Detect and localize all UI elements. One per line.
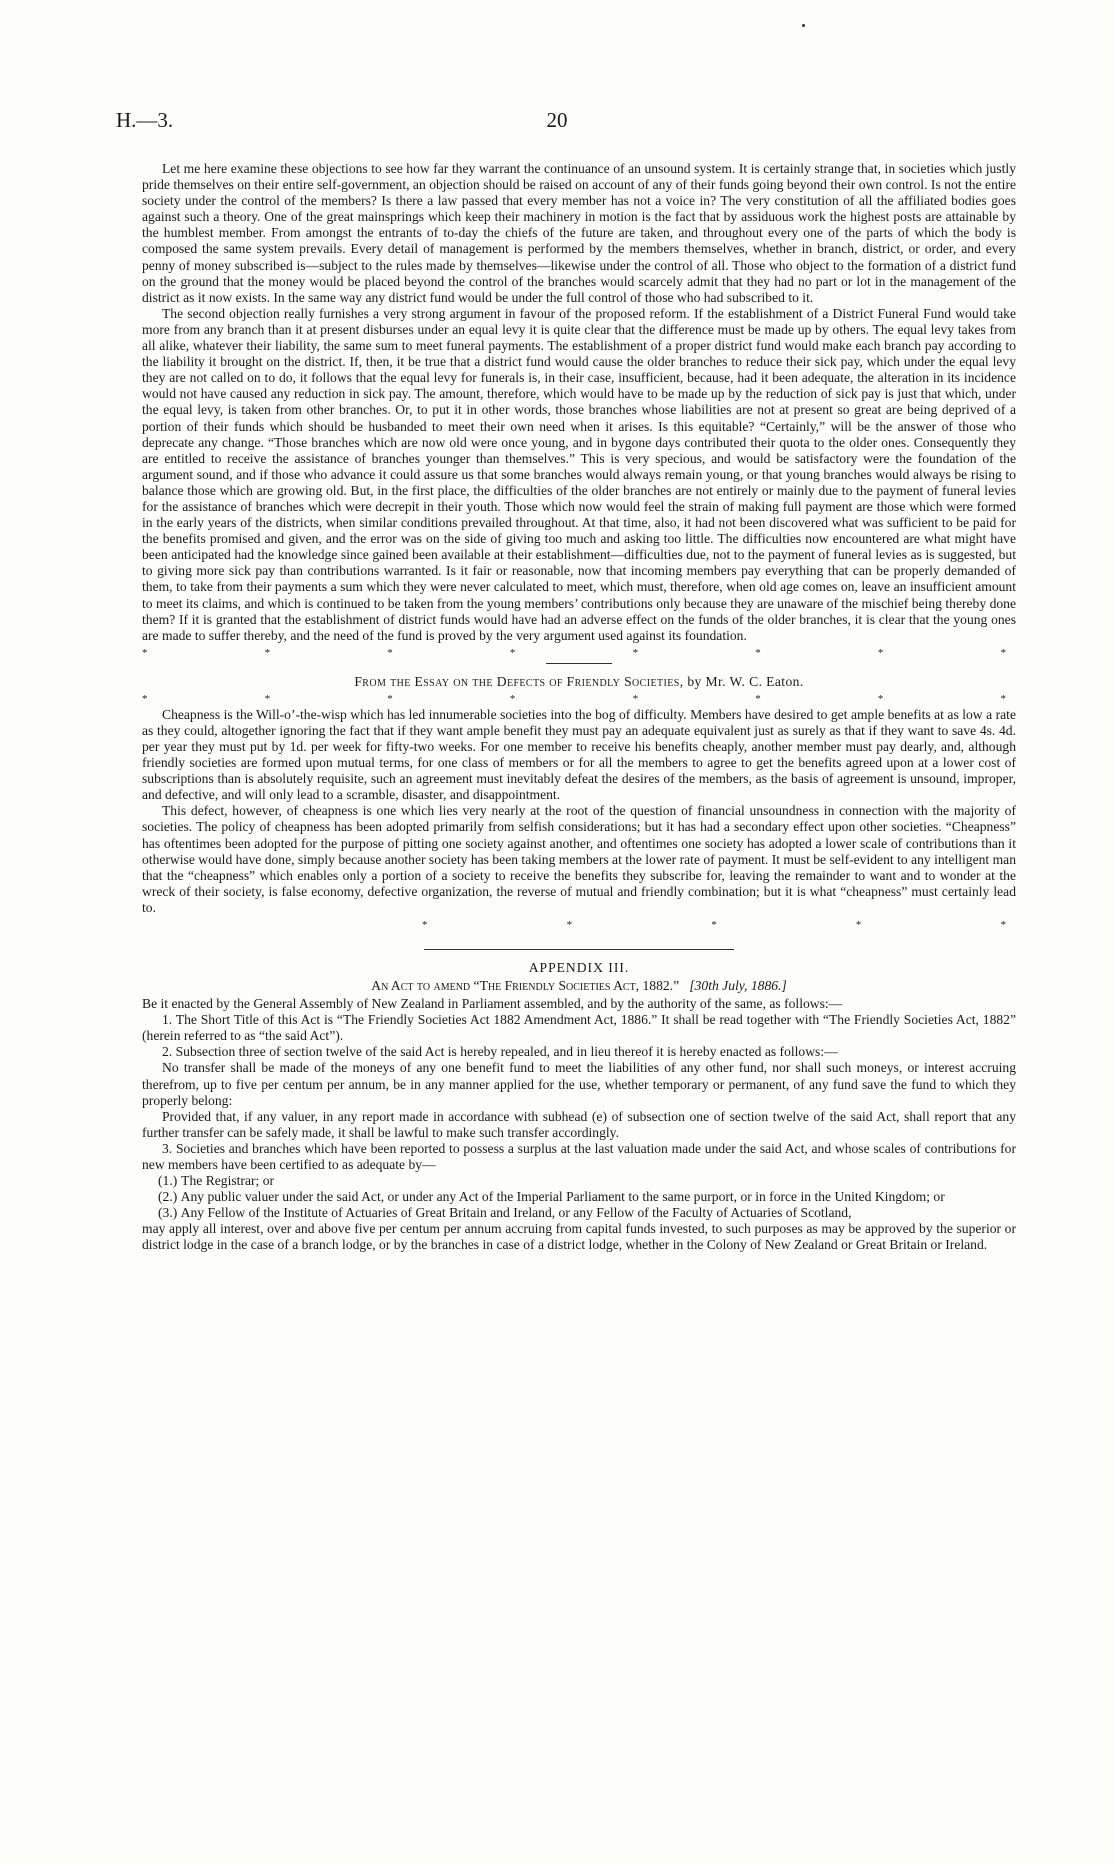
page-number: 20: [546, 108, 568, 132]
section-break-stars: [142, 919, 1016, 931]
act-date: [30th July, 1886.]: [689, 978, 787, 994]
margin-dot: [802, 24, 805, 27]
section-break-stars: [142, 647, 1016, 659]
report-reference: H.—3.: [116, 108, 174, 132]
star: *: [632, 692, 639, 705]
star: *: [877, 692, 884, 705]
act-name: An Act to amend “The Friendly Societies Act, 1882.”: [371, 978, 680, 994]
list-item: [142, 1173, 1016, 1189]
divider-rule: [424, 949, 734, 950]
certifier-list: [142, 1173, 1016, 1221]
star: *: [387, 646, 393, 659]
star: *: [264, 646, 271, 659]
star: *: [387, 692, 393, 705]
clause: 3. Societies and branches which have been reported to possess a surplus at the last valuation made under the said Act, and whose scales of contributions for new members have been certified to as adequate by—: [142, 1140, 1016, 1172]
essay-section: [142, 674, 1016, 931]
essay-heading: [142, 674, 1016, 690]
star: *: [755, 646, 761, 659]
star: *: [755, 692, 761, 705]
paragraph: Cheapness is the Will-o’-the-wisp which has led innumerable societies into the bog of difficulty. Members have desired to get ample benefits at as low a rate as they could, altogether ignoring the fact that if they want ample benefit they must pay an adequate equivalent just as surely as that if they want to save 4s. 4d. per year they must put by 1d. per week for fifty-two weeks. For one member to receive his benefits cheaply, another member must pay dearly, and, although friendly societies are formed upon mutual terms, for one class of members or for all the members to agree to get the benefits agreed upon at a lower cost of subscriptions than is absolutely requisite, such an agreement must inevitably defeat the desires of the members, as the basis of agreement is unsound, improper, and defective, and will only lead to a scramble, disaster, and disappointment.: [142, 706, 1016, 803]
essay-author: by Mr. W. C. Eaton.: [687, 673, 804, 689]
appendix-title: APPENDIX III.: [528, 960, 630, 976]
paragraph: This defect, however, of cheapness is one which lies very nearly at the root of the question of financial unsoundness in connection with the majority of societies. The policy of cheapness has been adopted primarily from selfish considerations; but it has had a secondary effect upon other societies. “Cheapness” has oftentimes been adopted for the purpose of pitting one society against another, and oftentimes one society has adopted a lower scale of contributions than it otherwise would have done, simply because another society has been taking members at the lower rate of payment. It must be self-evident to any intelligent man that the “cheapness” which enables only a portion of a society to receive the benefits they subscribe for, leaving the remainder to want and to wonder at the wreck of their society, is false economy, defective organization, the reverse of mutual and friendly combination; but it is what “cheapness” must certainly lead to.: [142, 803, 1016, 915]
star: *: [509, 646, 516, 659]
star: *: [422, 919, 428, 932]
clause: No transfer shall be made of the moneys of any one benefit fund to meet the liabilities of any other fund, nor shall such moneys, or interest accruing therefrom, up to five per centum per annum, be in any manner applied for the use, whether temporary or permanent, of any fund save the fund to which they properly belong:: [142, 1060, 1016, 1108]
page-body: [142, 161, 1016, 1254]
objections-section: [142, 161, 1016, 644]
list-item: [142, 1205, 1016, 1221]
section-break-stars: [142, 693, 1016, 705]
page-header: [116, 108, 998, 138]
star: *: [632, 646, 639, 659]
star: *: [877, 646, 884, 659]
paragraph: Let me here examine these objections to see how far they warrant the continuance of an unsound system. It is certainly strange that, in societies which justly pride themselves on their entire self-government, an objection should be raised on account of any of their funds going beyond their own control. Is not the entire society under the control of the members? Is there a law passed that every member has not a voice in? The very constitution of all the affiliated bodies goes against such a theory. One of the great mainsprings which keep their machinery in motion is the fact that by assiduous work the highest posts are attainable by the humblest member. From amongst the entrants of to-day the chiefs of the future are taken, and throughout every one of the parts of which the body is composed the same system prevails. Every detail of management is performed by the members themselves, whether in branch, district, or order, and every penny of money subscribed is—subject to the rules made by themselves—likewise under the control of all. Those who object to the formation of a district fund on the ground that the money would be placed beyond the control of the branches would scarcely admit that they had no part or lot in the management of the district as it now exists. In the same way any district fund would be under the full control of those who had subscribed to it.: [142, 161, 1016, 305]
star: *: [1000, 646, 1006, 659]
closing-clause: may apply all interest, over and above five per centum per annum accruing from capital funds invested, to such purposes as may be approved by the superior or district lodge in the case of a branch lodge, or by the branches in case of a district lodge, whether in the Colony of New Zealand or Great Britain or Ireland.: [142, 1221, 1016, 1253]
essay-title: From the Essay on the Defects of Friendly Societies,: [354, 673, 684, 689]
list-number: (3.): [158, 1205, 178, 1221]
clause: Provided that, if any valuer, in any report made in accordance with subhead (e) of subsection one of section twelve of the said Act, shall report that any further transfer can be safely made, it shall be lawful to make such transfer accordingly.: [142, 1108, 1016, 1140]
star: *: [1000, 692, 1006, 705]
list-number: (1.): [158, 1173, 178, 1189]
list-text: The Registrar; or: [181, 1173, 275, 1189]
list-text: Any Fellow of the Institute of Actuaries of Great Britain and Ireland, or any Fellow of the Faculty of Actuaries of Scotland,: [180, 1205, 852, 1221]
list-number: (2.): [158, 1189, 178, 1205]
enacting-clause: Be it enacted by the General Assembly of New Zealand in Parliament assembled, and by the authority of the same, as follows:—: [142, 996, 843, 1012]
star: *: [264, 692, 271, 705]
clause: 2. Subsection three of section twelve of the said Act is hereby repealed, and in lieu thereof it is hereby enacted as follows:—: [162, 1044, 838, 1060]
star: *: [566, 919, 573, 932]
star: *: [1000, 919, 1006, 932]
clause: 1. The Short Title of this Act is “The Friendly Societies Act 1882 Amendment Act, 1886.” It shall be read together with “The Friendly Societies Act, 1882” (herein referred to as “the said Act”).: [142, 1012, 1016, 1044]
star: *: [142, 646, 148, 659]
star: *: [855, 919, 862, 932]
appendix-section: [142, 960, 1016, 1254]
list-item: [142, 1189, 1016, 1205]
paragraph: The second objection really furnishes a very strong argument in favour of the proposed reform. If the establishment of a District Funeral Fund would take more from any branch than it at present disburses under an equal levy it is quite clear that the difference must be made up by others. The equal levy takes from all alike, whatever their liability, the same sum to meet funeral payments. The establishment of a proper district fund would make each branch pay according to the liability it brought on the district. If, then, it be true that a district fund would cause the older branches to reduce their sick pay, which under the equal levy they are not called on to do, it follows that the equal levy for funerals is, in their case, insufficient, because, had it been adequate, the alteration in its incidence would not have caused any reduction in sick pay. The amount, therefore, which would have to be made up by the reduction of sick pay is just that which, under the equal levy, is taken from other branches. Or, to put it in other words, those branches whose liabilities are not at present so great are being deprived of a portion of their funds which should be husbanded to meet their own need when it arises. Is this equitable? “Certainly,” will be the answer of those who deprecate any change. “Those branches which are now old were once young, and in bygone days contributed their quota to the older ones. Consequently they are entitled to receive the assistance of branches younger than themselves.” This is very specious, and would be satisfactory were the foundation of the argument sound, and if those who advance it could assure us that some branches would always remain young, or that young branches would always be rising to balance those which are growing old. But, in the first place, the difficulties of the older branches are not entirely or mainly due to the payment of funeral levies for the assistance of branches which were decrepit in their youth. Those which now would feel the strain of making full payment are those which were formed in the early years of the districts, when similar conditions prevailed throughout. At that time, also, it had not been discovered what was sufficient to be paid for the benefits promised and given, and the error was on the side of giving too much and asking too little. The difficulties now encountered are what might have been anticipated had the knowledge since gained been available at their establishment—difficulties due, not to the payment of funeral levies as is suggested, but to giving more sick pay than contributions warranted. Is it fair or reasonable, now that incoming members pay everything that can be properly demanded of them, to take from their payments a sum which they were never calculated to meet, which must, therefore, when old age comes on, leave an insufficient amount to meet its claims, and which is continued to be taken from the young members’ contributions only because they are unaware of the mischief being thereby done them? If it is granted that the establishment of district funds would have had an adverse effect on the funds of the older branches, it is clear that the young ones are made to suffer thereby, and the need of the fund is proved by the very argument used against its foundation.: [142, 305, 1016, 643]
star: *: [509, 692, 516, 705]
star: *: [142, 692, 148, 705]
act-title: [142, 978, 1016, 994]
list-text: Any public valuer under the said Act, or under any Act of the Imperial Parliament to the same purport, or in force in the United Kingdom; or: [180, 1189, 945, 1205]
star: *: [711, 919, 717, 932]
divider-rule: [546, 663, 612, 664]
